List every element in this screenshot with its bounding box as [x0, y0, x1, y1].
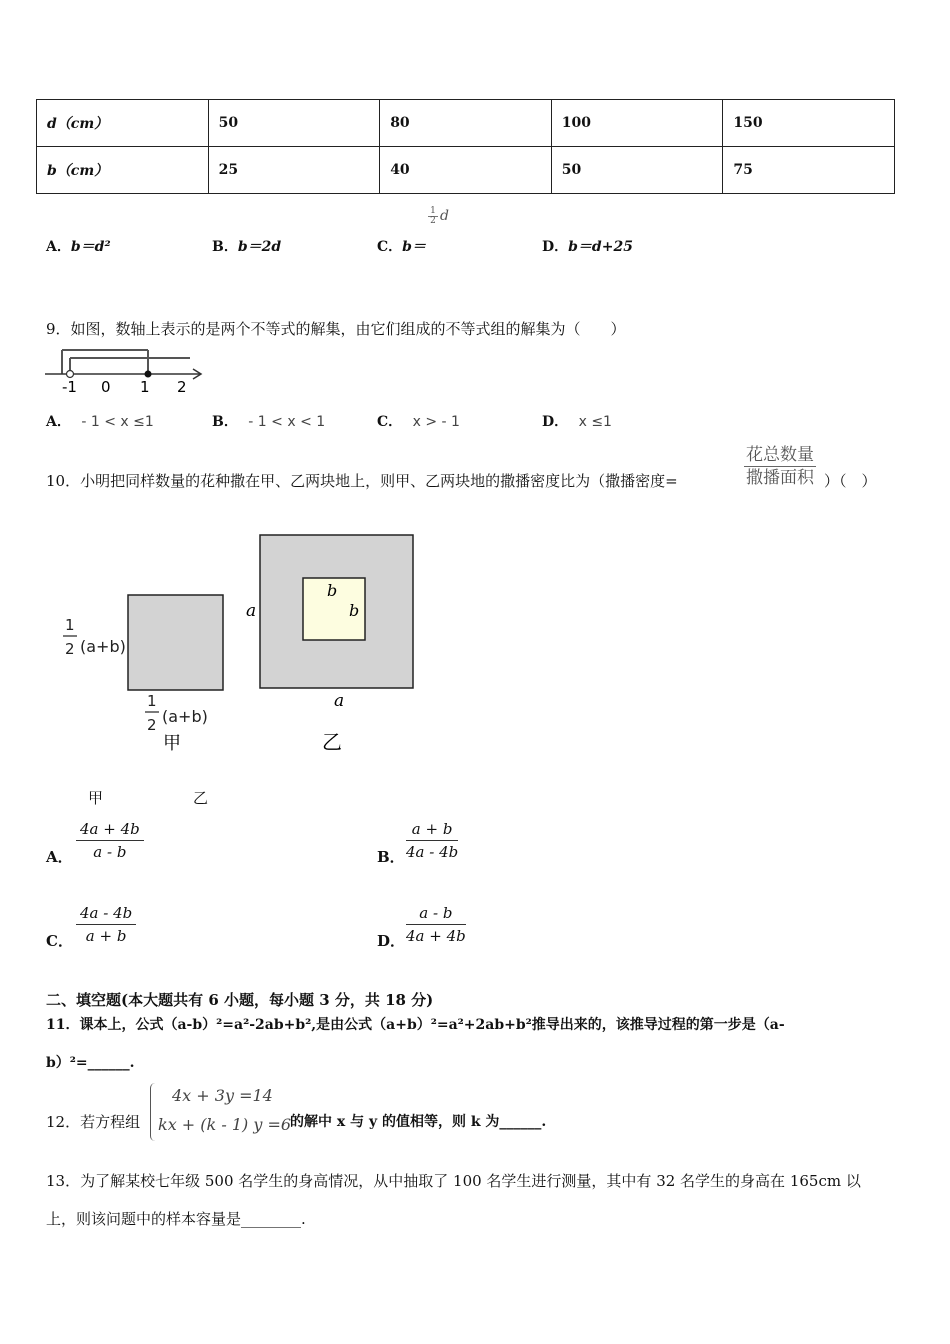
table-cell: 50	[208, 100, 380, 147]
tick-label: -1	[62, 378, 77, 396]
q11-line1: 11．课本上，公式（a-b）²=a²-2ab+b²,是由公式（a+b）²=a²+2ab+b²推导出来的，该推导过程的第一步是（a-	[46, 1017, 785, 1033]
label-expr: (a+b)	[162, 707, 208, 726]
fraction-denominator: a + b	[85, 927, 127, 945]
option-label: C．	[377, 239, 403, 255]
q10-option-a[interactable]: A．	[46, 848, 73, 866]
option-text: x ≤1	[578, 414, 612, 430]
table-cell: 75	[723, 147, 895, 194]
equation-1: 4x + 3y =14	[172, 1086, 273, 1105]
option-text: b＝d+25	[568, 239, 633, 255]
q10-stem: 10．小明把同样数量的花种撒在甲、乙两块地上，则甲、乙两块地的撒播密度比为（撒播密度=	[46, 472, 678, 490]
q8-c-fraction	[428, 207, 438, 226]
figure-name-yi: 乙	[322, 730, 342, 754]
table-cell: 100	[551, 100, 723, 147]
option-text: b＝	[402, 239, 426, 255]
option-text: - 1 < x ≤1	[81, 414, 154, 430]
q8-option-a[interactable]	[46, 236, 111, 256]
fraction-denominator: 2	[428, 216, 438, 226]
option-label: B．	[212, 414, 238, 430]
tick-label: 2	[177, 378, 187, 396]
label-b-top: b	[327, 581, 338, 600]
option-label: B．	[212, 239, 238, 255]
fraction-numerator: 1	[430, 206, 436, 216]
tick-label: 1	[140, 378, 150, 396]
table-cell: 150	[723, 100, 895, 147]
q10-stem-end: ）（ ）	[824, 472, 877, 490]
caption-jia: 甲	[88, 789, 104, 807]
label-b-right: b	[349, 601, 360, 620]
q13-line1: 13．为了解某校七年级 500 名学生的身高情况，从中抽取了 100 名学生进行测量，其中有 32 名学生的身高在 165cm 以	[46, 1172, 861, 1190]
side-label-left	[63, 616, 126, 658]
q10-option-d-fraction[interactable]	[406, 904, 466, 945]
q10-option-c[interactable]: C．	[46, 932, 73, 950]
option-label: A．	[46, 239, 71, 255]
section-title: 二、填空题(本大题共有 6 小题，每小题 3 分，共 18 分)	[46, 991, 434, 1009]
q12-prefix: 12．若方程组	[46, 1113, 141, 1131]
closed-dot-icon	[145, 371, 152, 378]
q10-option-a-fraction[interactable]	[76, 820, 144, 861]
system-brace-icon	[150, 1083, 155, 1141]
q9-option-b[interactable]	[212, 411, 325, 431]
data-table	[36, 99, 895, 194]
label-den: 2	[65, 640, 75, 658]
fraction-numerator: 4a + 4b	[76, 820, 144, 841]
label-num: 1	[147, 692, 157, 710]
table-row	[37, 147, 895, 194]
q8-c-variable: d	[440, 208, 449, 224]
fraction-numerator: a - b	[406, 904, 466, 925]
q9-option-a[interactable]	[46, 411, 154, 431]
figure-name-jia: 甲	[163, 733, 181, 754]
q9-option-d[interactable]	[542, 411, 612, 431]
density-fraction	[744, 444, 816, 489]
label-den: 2	[147, 716, 157, 734]
option-text: b＝d²	[70, 239, 111, 255]
label-expr: (a+b)	[80, 637, 126, 656]
equation-2: kx + (k - 1) y =6	[158, 1115, 292, 1134]
number-line-figure	[40, 344, 210, 396]
fraction-denominator: 撒播面积	[746, 468, 814, 488]
q10-option-b[interactable]: B．	[377, 848, 405, 866]
table-cell: 80	[380, 100, 552, 147]
squares-figure	[55, 530, 435, 760]
label-a-bottom: a	[334, 691, 345, 711]
open-dot-icon	[67, 371, 74, 378]
fraction-denominator: 4a + 4b	[406, 927, 466, 945]
q10-option-b-fraction[interactable]	[406, 820, 458, 861]
tick-label: 0	[101, 378, 111, 396]
option-text: b＝2d	[237, 239, 282, 255]
q13-line2: 上，则该问题中的样本容量是________.	[46, 1210, 306, 1228]
table-cell: 25	[208, 147, 380, 194]
fraction-denominator: a - b	[93, 843, 127, 861]
side-label-bottom	[145, 692, 208, 734]
caption-yi: 乙	[193, 789, 209, 807]
fraction-numerator: a + b	[406, 820, 458, 841]
table-cell: d（cm）	[37, 100, 209, 147]
option-label: D．	[542, 239, 569, 255]
table-cell: 50	[551, 147, 723, 194]
option-label: C．	[377, 414, 403, 430]
fraction-numerator: 4a - 4b	[76, 904, 136, 925]
option-label: A．	[46, 414, 71, 430]
option-text: - 1 < x < 1	[248, 414, 326, 430]
fraction-denominator: 4a - 4b	[406, 843, 459, 861]
q8-option-d[interactable]	[542, 236, 633, 256]
q8-option-c[interactable]	[377, 236, 426, 256]
fraction-numerator: 花总数量	[746, 445, 814, 465]
table-cell: 40	[380, 147, 552, 194]
table-row	[37, 100, 895, 147]
q10-option-c-fraction[interactable]	[76, 904, 136, 945]
label-a-left: a	[246, 601, 257, 621]
q9-stem: 9．如图，数轴上表示的是两个不等式的解集，由它们组成的不等式组的解集为（ ）	[46, 320, 626, 338]
q9-option-c[interactable]	[377, 411, 460, 431]
label-num: 1	[65, 616, 75, 634]
table-cell: b（cm）	[37, 147, 209, 194]
option-label: D．	[542, 414, 569, 430]
q12-suffix: 的解中 x 与 y 的值相等，则 k 为______.	[290, 1114, 547, 1130]
q10-option-d[interactable]: D．	[377, 932, 406, 950]
q8-option-b[interactable]	[212, 236, 281, 256]
q11-line2: b）²=______.	[46, 1055, 135, 1071]
square-jia	[128, 595, 223, 690]
option-text: x > - 1	[412, 414, 460, 430]
